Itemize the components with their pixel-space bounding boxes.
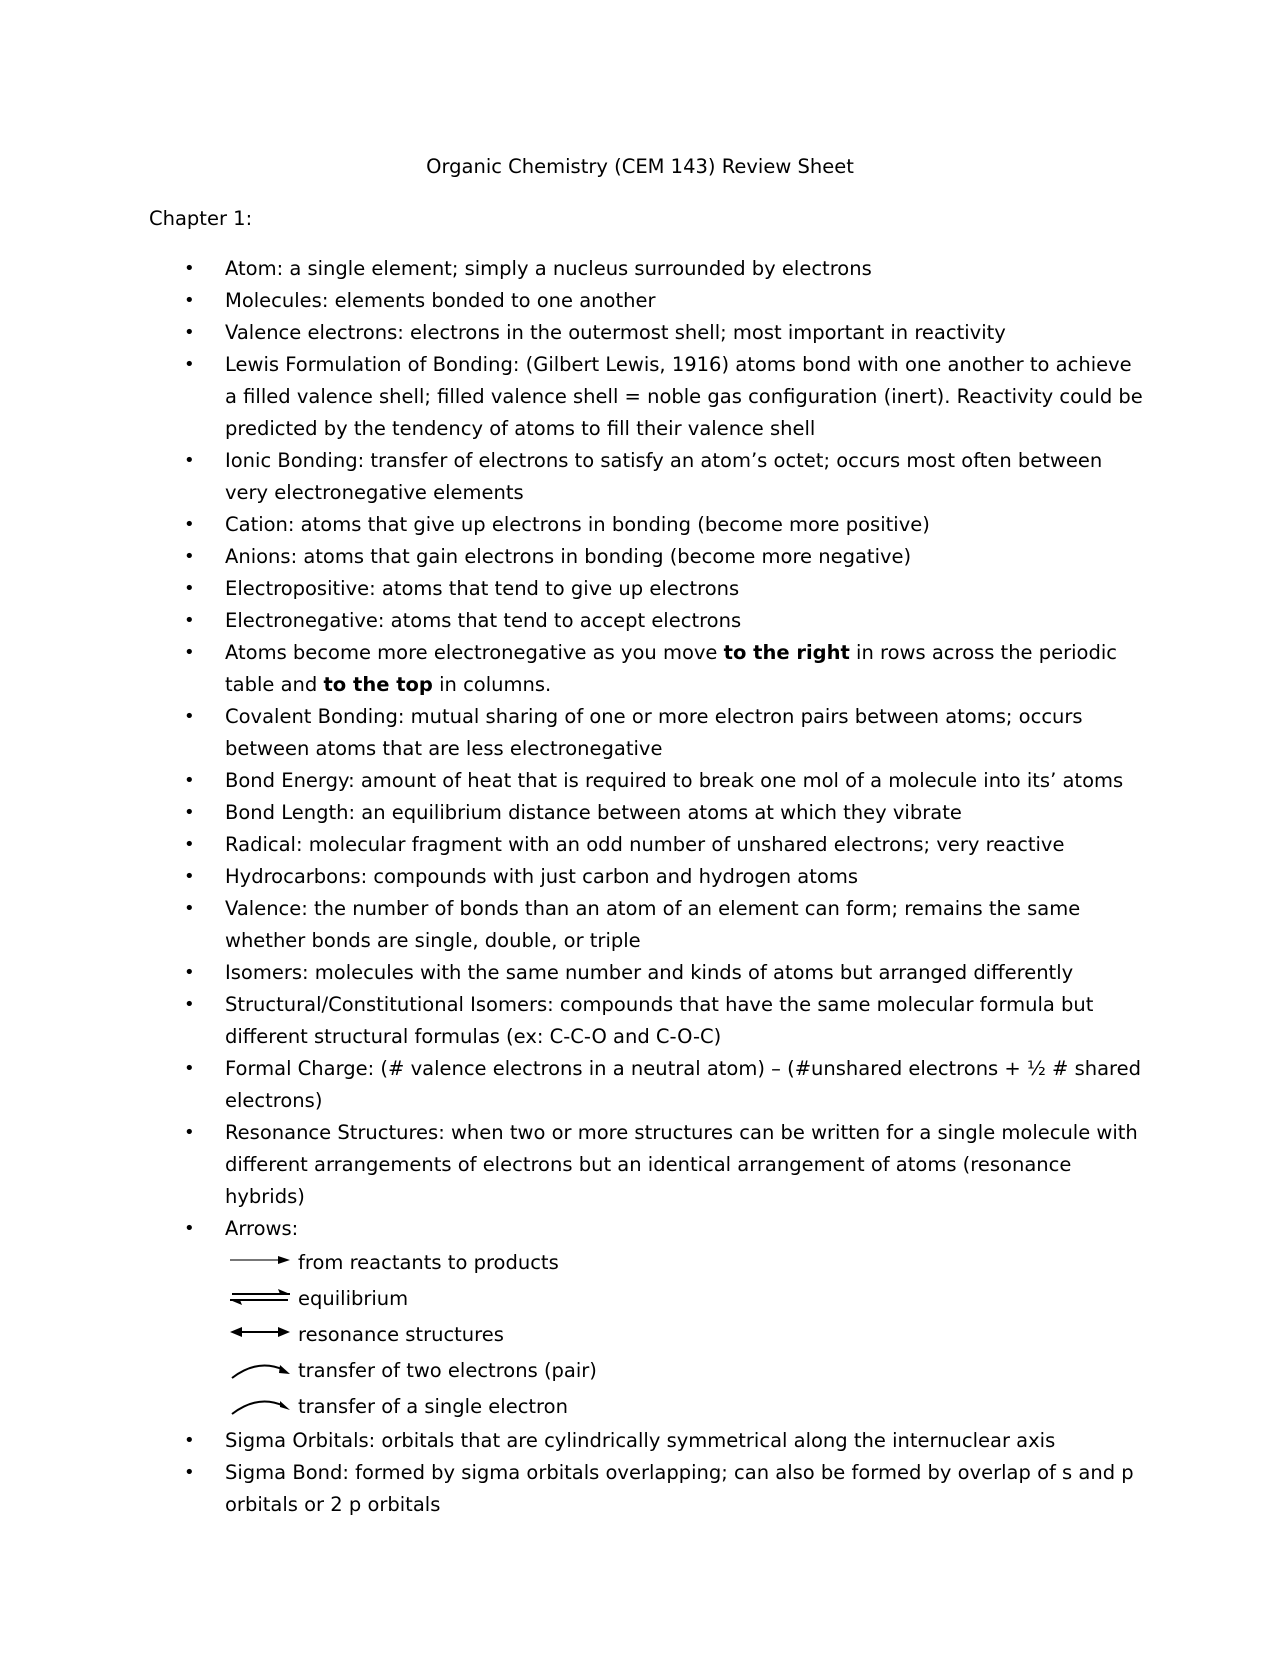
list-item: • Atoms become more electronegative as you move to the right in rows across the periodic table and to the top in columns.	[184, 637, 1144, 701]
list-item: • Formal Charge: (# valence electrons in a neutral atom) – (#unshared electrons + ½ # shared electrons)	[184, 1053, 1144, 1117]
bullet-icon: •	[184, 610, 195, 631]
bullet-icon: •	[184, 1122, 195, 1143]
single-arrow-icon	[228, 1248, 292, 1278]
bullet-icon: •	[184, 322, 195, 343]
list-item: • Valence electrons: electrons in the outermost shell; most important in reactivity	[184, 317, 1144, 349]
list-item: • Arrows: from reactants to products equilibrium resonance structures transfer of two electrons (pair) transfer of a single electron	[184, 1213, 1144, 1425]
bullet-icon: •	[184, 994, 195, 1015]
bullet-icon: •	[184, 834, 195, 855]
list-item: • Electronegative: atoms that tend to accept electrons	[184, 605, 1144, 637]
chapter-heading: Chapter 1:	[149, 207, 253, 230]
list-item: • Valence: the number of bonds than an atom of an element can form; remains the same whether bonds are single, double, or triple	[184, 893, 1144, 957]
bullet-icon: •	[184, 1058, 195, 1079]
list-item: • Bond Energy: amount of heat that is required to break one mol of a molecule into its’ atoms	[184, 765, 1144, 797]
equilibrium-arrow-icon	[228, 1284, 292, 1314]
list-item: • Covalent Bonding: mutual sharing of one or more electron pairs between atoms; occurs between atoms that are less electronegative	[184, 701, 1144, 765]
arrow-row: equilibrium	[225, 1281, 1144, 1317]
arrow-row: resonance structures	[225, 1317, 1144, 1353]
bullet-icon: •	[184, 546, 195, 567]
list-item: • Atom: a single element; simply a nucleus surrounded by electrons	[184, 253, 1144, 285]
bullet-icon: •	[184, 642, 195, 663]
list-item: • Lewis Formulation of Bonding: (Gilbert Lewis, 1916) atoms bond with one another to achieve a filled valence shell; filled valence shell = noble gas configuration (inert). Reactivity could be predicted by the tendency of atoms to fill their valence shell	[184, 349, 1144, 445]
curved-half-arrow-icon	[228, 1392, 292, 1422]
double-headed-arrow-icon	[228, 1320, 292, 1350]
bullet-icon: •	[184, 450, 195, 471]
list-item: • Electropositive: atoms that tend to give up electrons	[184, 573, 1144, 605]
list-item: • Radical: molecular fragment with an odd number of unshared electrons; very reactive	[184, 829, 1144, 861]
list-item: • Resonance Structures: when two or more structures can be written for a single molecule with different arrangements of electrons but an identical arrangement of atoms (resonance hybrids)	[184, 1117, 1144, 1213]
bullet-list	[184, 253, 1144, 1521]
list-item: • Cation: atoms that give up electrons in bonding (become more positive)	[184, 509, 1144, 541]
bullet-icon: •	[184, 258, 195, 279]
arrow-legend	[225, 1245, 1144, 1425]
list-item: • Isomers: molecules with the same number and kinds of atoms but arranged differently	[184, 957, 1144, 989]
bullet-icon: •	[184, 1462, 195, 1483]
list-item: • Sigma Bond: formed by sigma orbitals overlapping; can also be formed by overlap of s and p orbitals or 2 p orbitals	[184, 1457, 1144, 1521]
arrow-row: from reactants to products	[225, 1245, 1144, 1281]
list-item: • Molecules: elements bonded to one another	[184, 285, 1144, 317]
bullet-icon: •	[184, 706, 195, 727]
bullet-icon: •	[184, 578, 195, 599]
bullet-icon: •	[184, 1218, 195, 1239]
bullet-icon: •	[184, 770, 195, 791]
bullet-icon: •	[184, 802, 195, 823]
list-item: • Hydrocarbons: compounds with just carbon and hydrogen atoms	[184, 861, 1144, 893]
arrow-row: transfer of two electrons (pair)	[225, 1353, 1144, 1389]
bullet-icon: •	[184, 866, 195, 887]
bullet-icon: •	[184, 514, 195, 535]
list-item: • Bond Length: an equilibrium distance between atoms at which they vibrate	[184, 797, 1144, 829]
arrow-row: transfer of a single electron	[225, 1389, 1144, 1425]
list-item: • Structural/Constitutional Isomers: compounds that have the same molecular formula but different structural formulas (ex: C-C-O and C-O-C)	[184, 989, 1144, 1053]
bullet-icon: •	[184, 354, 195, 375]
bullet-icon: •	[184, 290, 195, 311]
curved-full-arrow-icon	[228, 1356, 292, 1386]
list-item: • Anions: atoms that gain electrons in bonding (become more negative)	[184, 541, 1144, 573]
document-title: Organic Chemistry (CEM 143) Review Sheet	[426, 155, 854, 178]
bullet-icon: •	[184, 962, 195, 983]
list-item: • Sigma Orbitals: orbitals that are cylindrically symmetrical along the internuclear axis	[184, 1425, 1144, 1457]
bullet-icon: •	[184, 898, 195, 919]
list-item: • Ionic Bonding: transfer of electrons to satisfy an atom’s octet; occurs most often between very electronegative elements	[184, 445, 1144, 509]
bullet-icon: •	[184, 1430, 195, 1451]
